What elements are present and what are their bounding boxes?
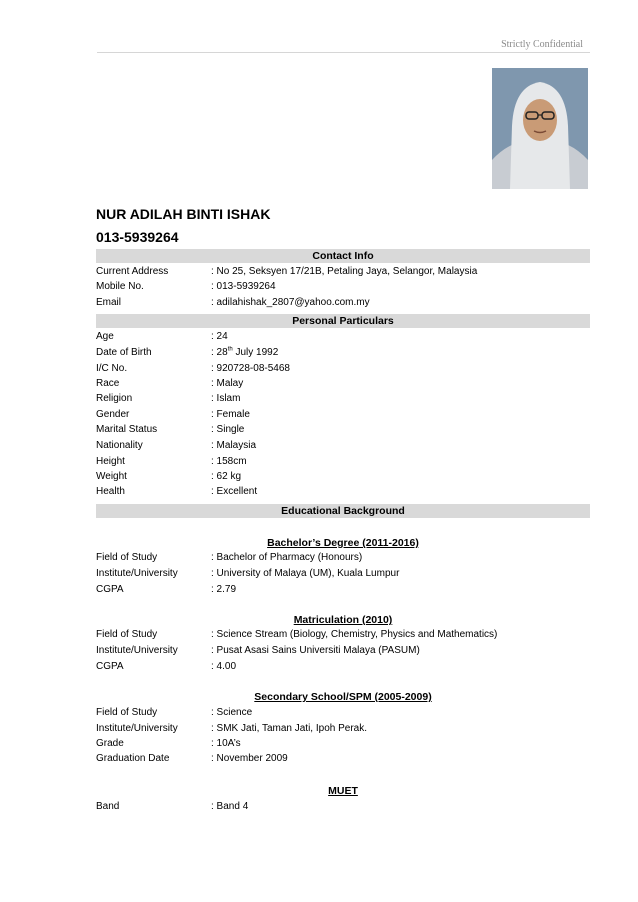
row-value: : Science xyxy=(211,707,253,718)
bachelor-heading: Bachelor’s Degree (2011-2016) xyxy=(267,537,419,549)
row-label: CGPA xyxy=(96,661,124,672)
candidate-phone: 013-5939264 xyxy=(96,229,179,245)
row-label: Gender xyxy=(96,409,130,420)
row-value: : Malay xyxy=(211,378,244,389)
row-value: : Science Stream (Biology, Chemistry, Physics and Mathematics) xyxy=(211,629,498,640)
row-label: Marital Status xyxy=(96,424,158,435)
row-value: : University of Malaya (UM), Kuala Lumpur xyxy=(211,568,400,579)
row-label: Date of Birth xyxy=(96,347,152,358)
spm-heading: Secondary School/SPM (2005-2009) xyxy=(254,691,432,703)
row-value: : Bachelor of Pharmacy (Honours) xyxy=(211,552,363,563)
muet-heading: MUET xyxy=(328,785,358,797)
row-value: : 920728-08-5468 xyxy=(211,363,290,374)
section-education-header: Educational Background xyxy=(96,504,590,518)
row-value: : 013-5939264 xyxy=(211,281,276,292)
row-label: Institute/University xyxy=(96,568,178,579)
row-value: : Islam xyxy=(211,393,241,404)
row-label: Nationality xyxy=(96,440,143,451)
row-label: Race xyxy=(96,378,120,389)
row-value: : 2.79 xyxy=(211,584,237,595)
row-label: Health xyxy=(96,486,125,497)
row-value: : Female xyxy=(211,409,250,420)
row-label: Email xyxy=(96,297,122,308)
dob-ordinal: th xyxy=(227,346,233,353)
row-value: : 24 xyxy=(211,331,228,342)
row-label: Institute/University xyxy=(96,723,178,734)
row-label: Religion xyxy=(96,393,133,404)
row-value: : Pusat Asasi Sains Universiti Malaya (PASUM) xyxy=(211,645,420,656)
row-label: Mobile No. xyxy=(96,281,144,292)
row-label: CGPA xyxy=(96,584,124,595)
row-value: : adilahishak_2807@yahoo.com.my xyxy=(211,297,370,308)
row-label: Age xyxy=(96,331,114,342)
row-label: Graduation Date xyxy=(96,753,170,764)
row-value: : No 25, Seksyen 17/21B, Petaling Jaya, Selangor, Malaysia xyxy=(211,266,478,277)
row-label: Height xyxy=(96,456,125,467)
matriculation-heading: Matriculation (2010) xyxy=(293,614,393,626)
row-value xyxy=(211,346,278,360)
row-value: : Excellent xyxy=(211,486,258,497)
row-label: I/C No. xyxy=(96,363,128,374)
row-value: : 158cm xyxy=(211,456,247,467)
section-personal-header: Personal Particulars xyxy=(96,314,590,328)
row-value: : November 2009 xyxy=(211,753,288,764)
header-label: Strictly Confidential xyxy=(501,39,583,50)
row-value: : 4.00 xyxy=(211,661,237,672)
dob-month-year: July 1992 xyxy=(232,347,279,358)
portrait-illustration xyxy=(492,68,588,189)
row-value: : Band 4 xyxy=(211,801,249,812)
row-label: Grade xyxy=(96,738,124,749)
profile-photo xyxy=(492,68,588,189)
row-value: : Single xyxy=(211,424,245,435)
row-value: : SMK Jati, Taman Jati, Ipoh Perak. xyxy=(211,723,367,734)
row-label: Field of Study xyxy=(96,629,158,640)
row-label: Institute/University xyxy=(96,645,178,656)
candidate-name: NUR ADILAH BINTI ISHAK xyxy=(96,206,271,222)
row-label: Field of Study xyxy=(96,707,158,718)
section-contact-header: Contact Info xyxy=(96,249,590,263)
row-label: Field of Study xyxy=(96,552,158,563)
row-label: Weight xyxy=(96,471,127,482)
row-label: Band xyxy=(96,801,120,812)
row-value: : Malaysia xyxy=(211,440,257,451)
row-value: : 62 kg xyxy=(211,471,242,482)
dob-day: : 28 xyxy=(211,347,228,358)
header-divider xyxy=(97,52,590,53)
row-label: Current Address xyxy=(96,266,169,277)
row-value: : 10A’s xyxy=(211,738,241,749)
